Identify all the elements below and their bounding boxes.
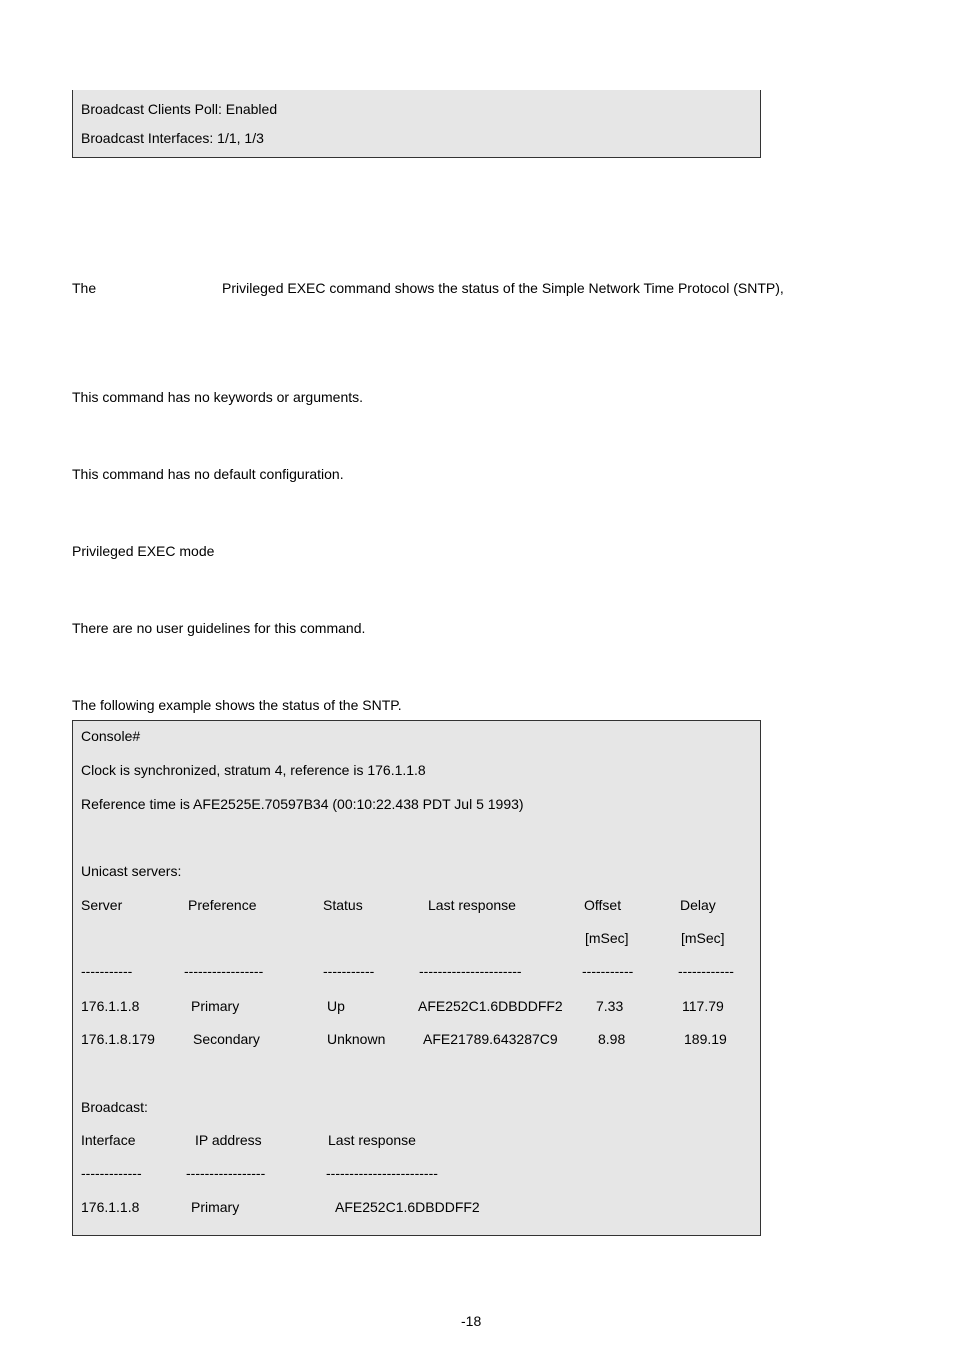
example-intro: The following example shows the status of the SNTP. xyxy=(72,697,402,713)
clock-status: Clock is synchronized, stratum 4, reference is 176.1.1.8 xyxy=(81,762,426,778)
broadcast-title: Broadcast: xyxy=(81,1099,148,1115)
dash-separator: ---------------------- xyxy=(419,963,522,979)
table-cell: AFE252C1.6DBDDFF2 xyxy=(418,998,563,1014)
syntax-text: This command has no keywords or arguments. xyxy=(72,389,364,405)
header-interface: Interface xyxy=(81,1132,136,1148)
table-cell: Up xyxy=(327,998,345,1014)
table-cell: Unknown xyxy=(327,1031,386,1047)
header-offset: Offset xyxy=(584,897,622,913)
default-text: This command has no default configuration. xyxy=(72,466,344,482)
dash-separator: ----------- xyxy=(323,963,375,979)
header-ip-address: IP address xyxy=(195,1132,262,1148)
dash-separator: ------------- xyxy=(81,1165,142,1181)
page-number: -18 xyxy=(461,1313,482,1329)
reference-time: Reference time is AFE2525E.70597B34 (00:10:22.438 PDT Jul 5 1993) xyxy=(81,796,524,812)
dash-separator: ------------ xyxy=(678,963,734,979)
table-cell: Primary xyxy=(191,1199,240,1215)
table-cell: 176.1.1.8 xyxy=(81,998,140,1014)
code-box-top xyxy=(72,90,761,158)
code-line: Broadcast Interfaces: 1/1, 1/3 xyxy=(81,130,264,146)
table-cell: 176.1.8.179 xyxy=(81,1031,155,1047)
code-line: Broadcast Clients Poll: Enabled xyxy=(81,101,278,117)
dash-separator: ----------- xyxy=(582,963,634,979)
table-cell: AFE21789.643287C9 xyxy=(423,1031,558,1047)
table-cell: 7.33 xyxy=(596,998,624,1014)
code-box-example xyxy=(72,720,761,1236)
dash-separator: ----------------- xyxy=(184,963,264,979)
table-cell: 117.79 xyxy=(682,998,724,1014)
mode-text: Privileged EXEC mode xyxy=(72,543,215,559)
unicast-title: Unicast servers: xyxy=(81,863,182,879)
unit-delay: [mSec] xyxy=(681,930,725,946)
console-prompt: Console# xyxy=(81,728,141,744)
table-cell: Primary xyxy=(191,998,240,1014)
table-cell: 8.98 xyxy=(598,1031,626,1047)
header-preference: Preference xyxy=(188,897,257,913)
header-last-response: Last response xyxy=(428,897,516,913)
guidelines-text: There are no user guidelines for this command. xyxy=(72,620,366,636)
description-text: Privileged EXEC command shows the status of the Simple Network Time Protocol (SNTP), xyxy=(222,280,784,296)
dash-separator: ------------------------ xyxy=(326,1165,438,1181)
table-cell: 176.1.1.8 xyxy=(81,1199,140,1215)
table-cell: 189.19 xyxy=(684,1031,727,1047)
table-cell: Secondary xyxy=(193,1031,260,1047)
table-cell: AFE252C1.6DBDDFF2 xyxy=(335,1199,480,1215)
description-the: The xyxy=(72,280,97,296)
unit-offset: [mSec] xyxy=(585,930,629,946)
header-last-response: Last response xyxy=(328,1132,416,1148)
header-status: Status xyxy=(323,897,363,913)
dash-separator: ----------- xyxy=(81,963,133,979)
header-server: Server xyxy=(81,897,123,913)
dash-separator: ----------------- xyxy=(186,1165,266,1181)
header-delay: Delay xyxy=(680,897,716,913)
